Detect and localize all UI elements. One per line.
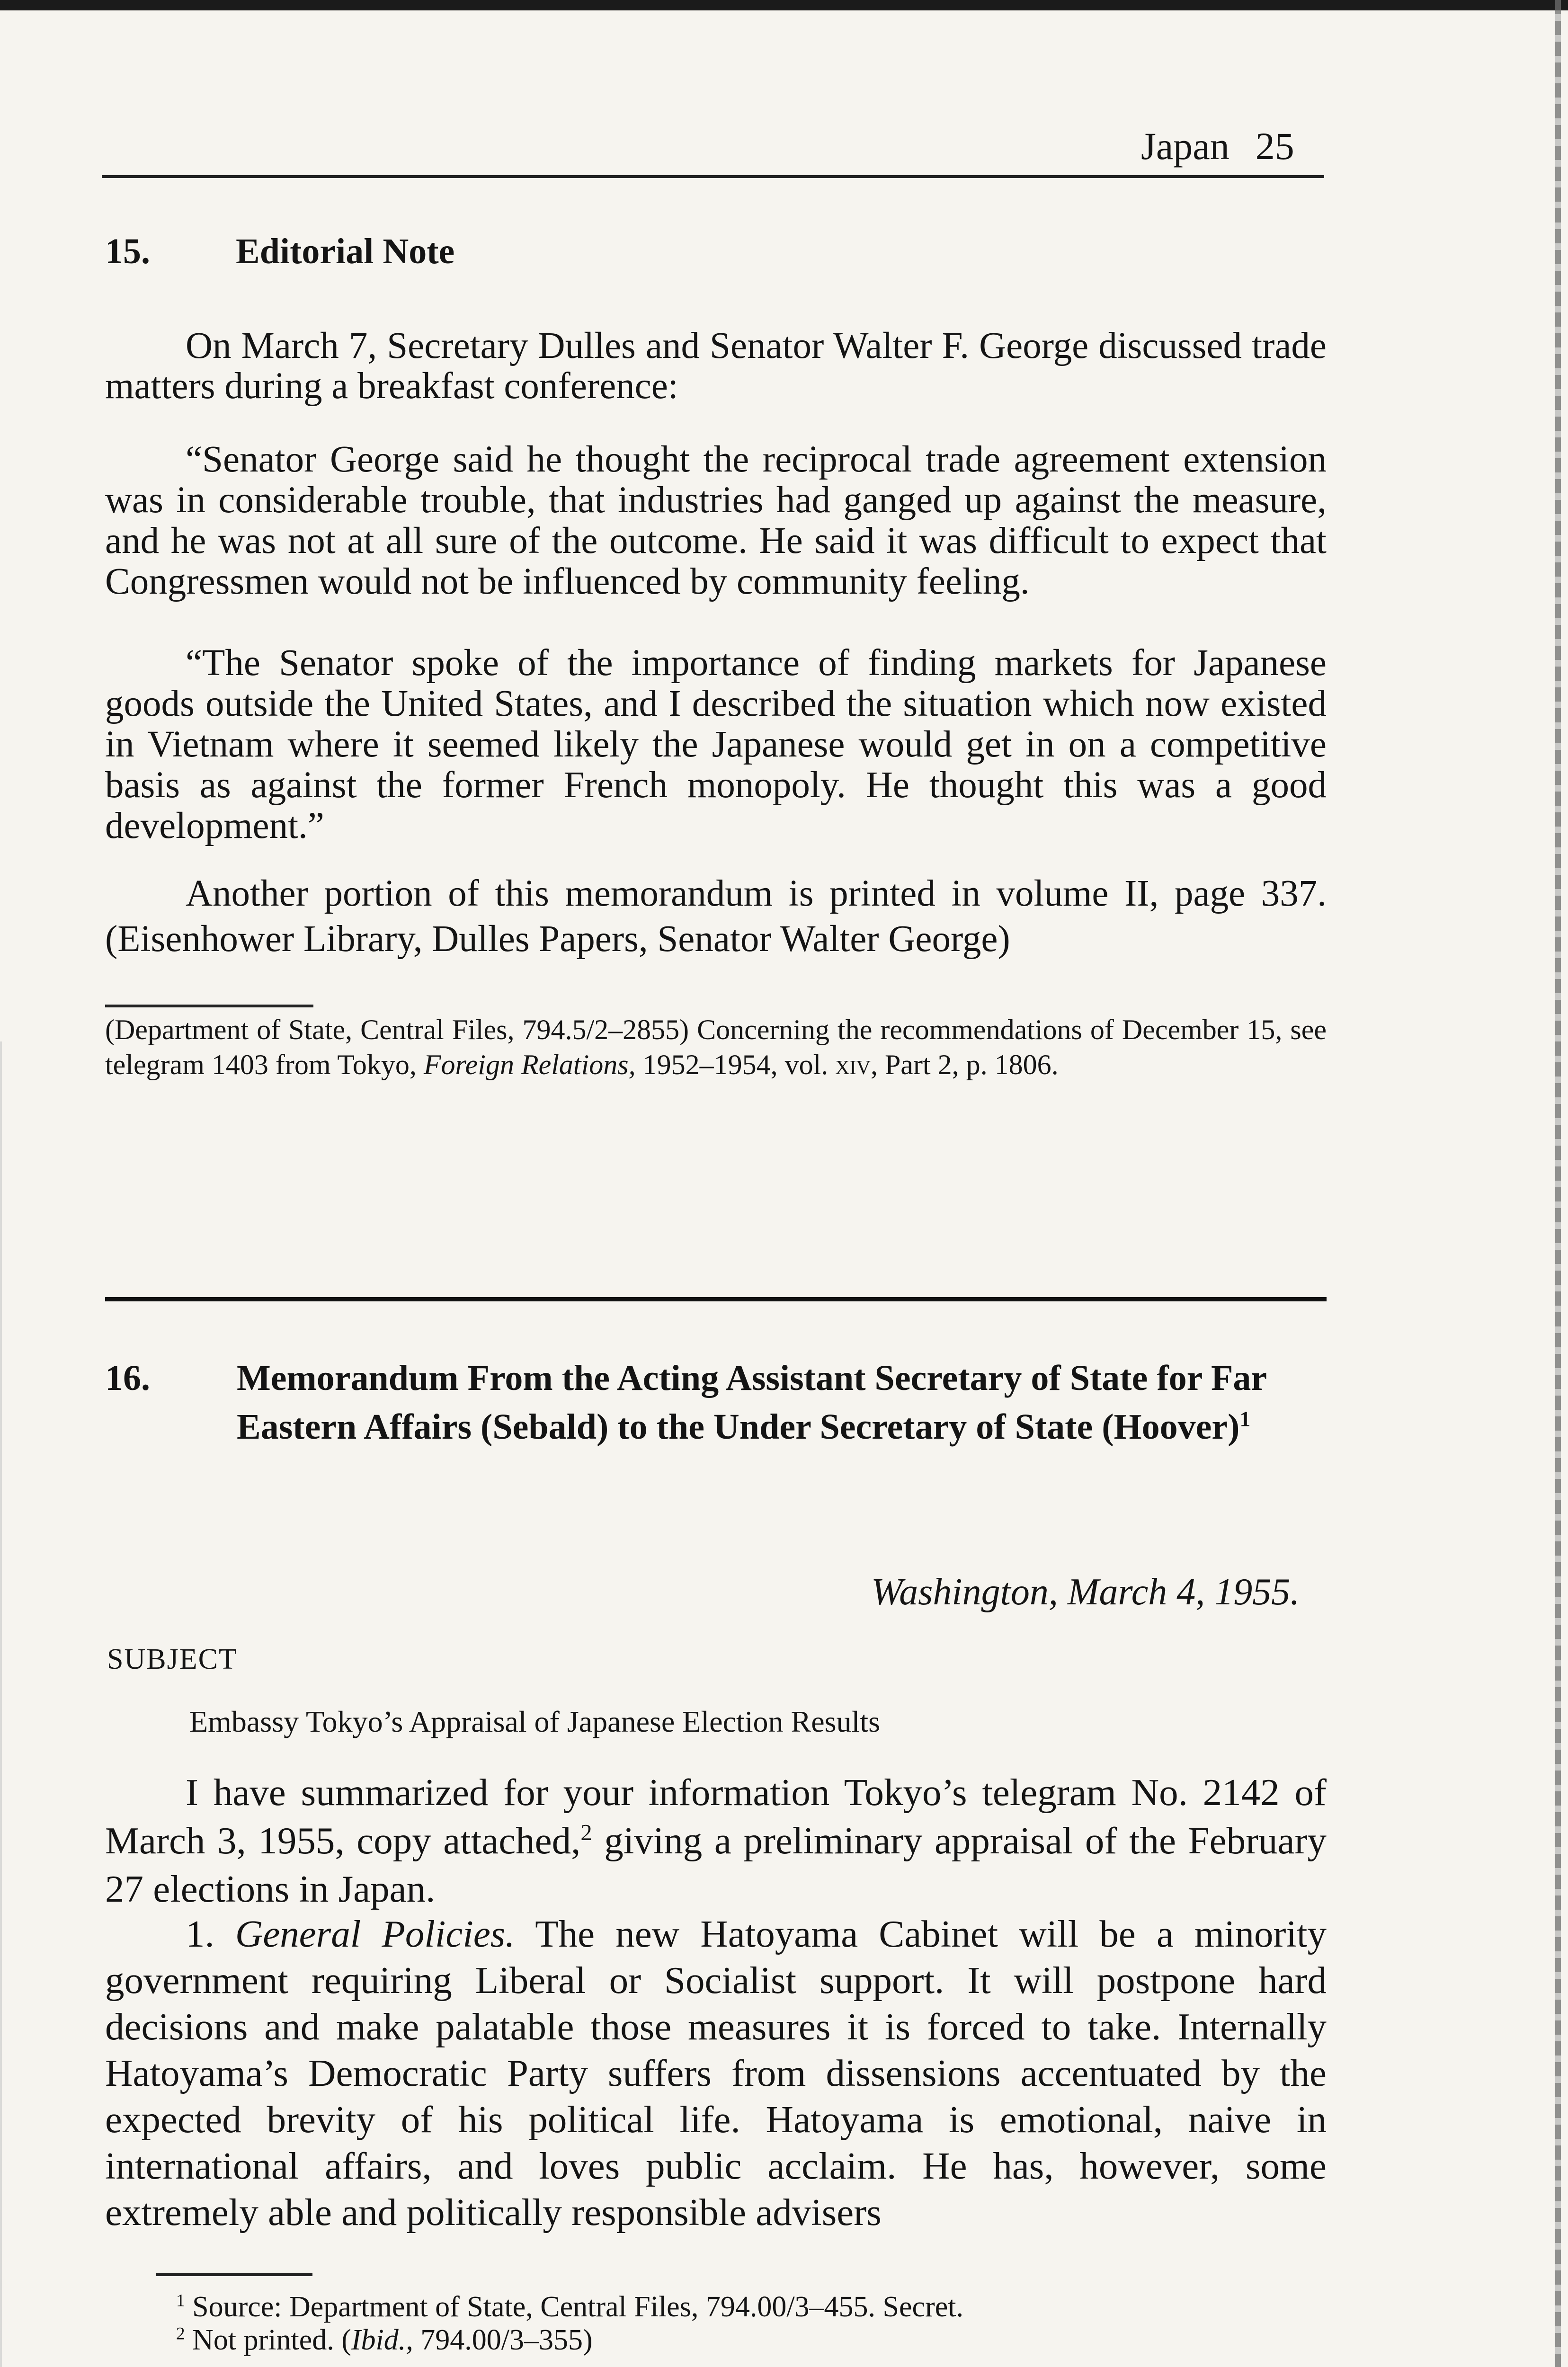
subject-label: SUBJECT [107,1643,238,1675]
entry-16-number: 16. [105,1358,150,1398]
section-divider-rule [105,1297,1327,1301]
subject-text: Embassy Tokyo’s Appraisal of Japanese Election Results [189,1705,880,1738]
footnote-separator [156,2273,312,2276]
scan-top-edge [0,0,1568,10]
running-head [1141,124,1294,169]
entry-15-quote [105,643,1327,846]
entry-16-title-footnote-mark: 1 [1239,1406,1251,1431]
entry-15-quote [105,439,1327,602]
entry-15-carryover-footnote: (Department of State, Central Files, 794.5/2–2855) Concerning the recommendations of December 15, see telegram 1403 from Tokyo, Foreign Relations, 1952–1954, vol. xiv, Part 2, p. 1806. [105,1014,1327,1080]
scan-right-edge [1555,0,1561,2367]
entry-16-title [237,1354,1326,1451]
entry-15-paragraph [105,326,1327,406]
paragraph-heading: General Policies. [235,1913,515,1955]
footnote-mark: 2 [580,1820,592,1845]
running-head-section: Japan [1141,125,1229,168]
entry-15-paragraph [105,871,1327,962]
entry-16-title-text: Memorandum From the Acting Assistant Secretary of State for Far Eastern Affairs (Sebald) to the Under Secretary of State (Hoover) [237,1358,1266,1447]
scan-left-edge [0,1041,2,2367]
footnote-1: $^1$ Source: Department of State, Central Files, 794.00/3–455. Secret. [176,2291,963,2323]
dateline: Washington, March 4, 1955. [871,1571,1300,1613]
entry-16-paragraph: I have summarized for your information Tokyo’s telegram No. 2142 of March 3, 1955, copy attached,$^2$ giving a preliminary appraisal of the February 27 elections in Japan. [105,1771,1327,1910]
footnote-separator [105,1005,313,1007]
footnote-2: $^2$ Not printed. (Ibid., 794.00/3–355) [176,2324,593,2356]
entry-15-title: Editorial Note [236,231,455,271]
header-rule [102,175,1324,178]
entry-15-number: 15. [105,231,150,271]
entry-15-paragraph-text: On March 7, Secretary Dulles and Senator Walter F. George discussed trade matters during a breakfast conference: [105,325,1327,407]
page-number: 25 [1255,125,1294,168]
entry-15-paragraph-text: Another portion of this memorandum is printed in volume II, page 337. (Eisenhower Library, Dulles Papers, Senator Walter George) [105,873,1327,960]
entry-15-quote-text: “The Senator spoke of the importance of finding markets for Japanese goods outside the United States, and I described the situation which now existed in Vietnam where it seemed likely the Japanese would get in on a competitive basis as against the former French monopoly. He thought this was a good development.” [105,642,1327,846]
entry-16-paragraph: 1. General Policies. The new Hatoyama Cabinet will be a minority government requiring Liberal or Socialist support. It will postpone hard decisions and make palatable those measures it is forced to take. Internally Hatoyama’s Democratic Party suffers from dissensions accentuated by the expected brevity of his political life. Hatoyama is emotional, naive in international affairs, and loves public acclaim. He has, however, some extremely able and politically responsible advisers [105,1913,1327,2234]
entry-15-quote-text: “Senator George said he thought the reciprocal trade agreement extension was in considerable trouble, that industries had ganged up against the measure, and he was not at all sure of the outcome. He said it was difficult to expect that Congressmen would not be influenced by community feeling. [105,439,1327,602]
